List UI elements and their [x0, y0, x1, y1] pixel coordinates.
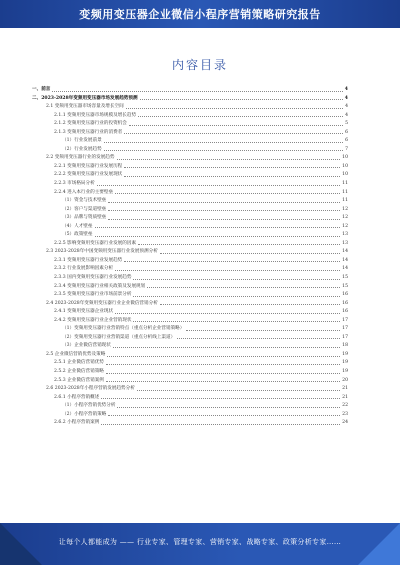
toc-entry[interactable] [32, 204, 348, 213]
toc-leader-dots [113, 347, 340, 348]
toc-entry[interactable] [32, 392, 348, 401]
toc-entry[interactable] [32, 332, 348, 341]
toc-entry-title: 2.1 变频用变压器市场容量及增长空间 [46, 104, 124, 110]
toc-entry-title: 2.4 2023-2028年变频用变压器行业企业微信营销分析 [46, 300, 158, 306]
footer-slogan: 让每个人都能成为 —— 行业专家、管理专家、营销专家、战略专家、政策分析专家…… [58, 538, 342, 546]
toc-leader-dots [117, 159, 341, 160]
toc-leader-dots [101, 424, 340, 425]
toc-entry[interactable] [32, 246, 348, 255]
toc-entry-title: （2）小程序营销策略 [62, 411, 107, 417]
toc-entry-page: 16 [342, 300, 348, 306]
toc-entry[interactable] [32, 315, 348, 324]
toc-leader-dots [52, 91, 342, 92]
toc-entry[interactable] [32, 349, 348, 358]
toc-entry-page: 14 [342, 257, 348, 263]
toc-leader-dots [177, 338, 340, 339]
toc-entry-page: 17 [342, 317, 348, 323]
toc-entry-title: 2.2.5 影响变频用变压器行业发展的因素 [54, 240, 137, 246]
toc-entry[interactable] [32, 144, 348, 153]
toc-entry-title: 2.2.1 变频用变压器行业发展历程 [54, 163, 123, 169]
toc-entry-title: （5）政策壁垒 [62, 232, 93, 238]
toc-leader-dots [107, 356, 340, 357]
toc-entry-title: 2.2 变频用变压器行业的发展趋势 [46, 155, 115, 161]
toc-entry-page: 16 [342, 309, 348, 315]
toc-entry[interactable] [32, 152, 348, 161]
toc-entry[interactable] [32, 127, 348, 136]
toc-leader-dots [108, 219, 340, 220]
toc-entry[interactable] [32, 110, 348, 119]
toc-entry-title: 2.3.5 变频用变压器行业市场前景分析 [54, 292, 132, 298]
header-bar [0, 0, 400, 28]
toc-entry[interactable] [32, 84, 348, 93]
toc-leader-dots [140, 99, 343, 100]
toc-entry-title: 2.2.3 市场格局分析 [54, 180, 95, 186]
toc-entry-page: 12 [342, 215, 348, 221]
toc-entry-page: 11 [342, 189, 348, 195]
toc-entry-page: 11 [342, 198, 348, 204]
toc-entry-title: 2.5 企业微信营销优势及策略 [46, 351, 106, 357]
toc-entry[interactable] [32, 375, 348, 384]
toc-entry-title: 2.1.1 变频用变压器市场规模及增长趋势 [54, 112, 137, 118]
toc-entry[interactable] [32, 169, 348, 178]
toc-entry[interactable] [32, 289, 348, 298]
toc-leader-dots [160, 253, 340, 254]
toc-leader-dots [138, 116, 343, 117]
toc-entry-title: （3）品牌与资质壁垒 [62, 215, 107, 221]
toc-entry-page: 17 [342, 334, 348, 340]
toc-leader-dots [104, 142, 343, 143]
toc-entry[interactable] [32, 212, 348, 221]
toc-leader-dots [124, 176, 340, 177]
toc-leader-dots [115, 270, 340, 271]
toc-leader-dots [101, 398, 340, 399]
toc-leader-dots [147, 287, 340, 288]
toc-entry-page: 15 [342, 274, 348, 280]
toc-leader-dots [133, 279, 340, 280]
toc-entry-title: 2.1.3 变频用变压器行业的消费者 [54, 129, 123, 135]
toc-entry[interactable] [32, 135, 348, 144]
toc-entry-title: 2.5.3 企业微信营销案例 [54, 377, 104, 383]
toc-leader-dots [117, 407, 340, 408]
toc-entry[interactable] [32, 323, 348, 332]
toc-leader-dots [97, 185, 340, 186]
toc-entry-page: 10 [342, 172, 348, 178]
toc-entry[interactable] [32, 358, 348, 367]
toc-entry-title: （1）行业发展前景 [62, 138, 102, 144]
toc-leader-dots [138, 244, 340, 245]
toc-entry[interactable] [32, 221, 348, 230]
toc-entry-page: 17 [342, 326, 348, 332]
toc-leader-dots [186, 330, 340, 331]
toc-entry[interactable] [32, 340, 348, 349]
toc-entry-title: （1）资金与技术壁垒 [62, 198, 107, 204]
toc-entry-title: （2）变频用变压器行业营销渠道（重点分析线上渠道） [62, 334, 176, 340]
toc-entry[interactable] [32, 298, 348, 307]
toc-entry-page: 18 [342, 343, 348, 349]
toc-entry[interactable] [32, 93, 348, 102]
toc-leader-dots [137, 390, 340, 391]
toc-entry-page: 4 [344, 86, 348, 92]
toc-entry-page: 21 [342, 386, 348, 392]
toc-entry-title: （3）企业微信营销现状 [62, 343, 111, 349]
toc-entry-title: 二、2023-2028年变频用变压器市场发展趋势预测 [32, 95, 138, 101]
toc-entry-page: 12 [342, 206, 348, 212]
toc-entry-page: 6 [345, 138, 348, 144]
toc-leader-dots [95, 227, 341, 228]
toc-entry-page: 13 [342, 232, 348, 238]
toc-entry-title: 2.6 2023-2028年小程序营销发展趋势分析 [46, 386, 135, 392]
toc-entry-page: 6 [345, 129, 348, 135]
toc-leader-dots [104, 150, 343, 151]
toc-leader-dots [106, 381, 340, 382]
toc-entry-page: 23 [342, 411, 348, 417]
toc-entry-title: （1）小程序营销优势分析 [62, 403, 116, 409]
toc-entry[interactable] [32, 409, 348, 418]
toc-leader-dots [95, 236, 341, 237]
toc-leader-dots [124, 261, 340, 262]
toc-entry-title: （4）人才壁垒 [62, 223, 93, 229]
toc-entry-page: 21 [342, 394, 348, 400]
toc-entry-title: 2.5.2 企业微信营销策略 [54, 369, 104, 374]
toc-entry-page: 15 [342, 283, 348, 289]
toc-entry-page: 22 [342, 403, 348, 409]
report-title: 变频用变压器企业微信小程序营销策略研究报告 [79, 8, 321, 21]
toc-entry-page: 14 [342, 249, 348, 255]
toc-entry[interactable] [32, 195, 348, 204]
toc-entry[interactable] [32, 281, 348, 290]
toc-entry-page: 12 [342, 223, 348, 229]
toc-entry-title: 2.4.1 变频用变压器企业现状 [54, 309, 114, 315]
toc-entry-title: （2）行业发展趋势 [62, 146, 102, 152]
toc-entry[interactable] [32, 366, 348, 375]
toc-entry[interactable] [32, 263, 348, 272]
toc-leader-dots [106, 373, 340, 374]
toc-entry-page: 4 [345, 104, 348, 110]
toc-leader-dots [126, 108, 343, 109]
toc-leader-dots [108, 202, 340, 203]
toc-entry-page: 4 [345, 112, 348, 118]
toc-entry[interactable] [32, 101, 348, 110]
toc-entry-title: 2.3.4 变频用变压器行业相关政策及发展规划 [54, 283, 146, 289]
toc-entry[interactable] [32, 400, 348, 409]
toc-entry[interactable] [32, 383, 348, 392]
toc-entry-title: 2.3.1 变频用变压器行业发展趋势 [54, 257, 123, 263]
toc-leader-dots [106, 364, 340, 365]
toc-entry[interactable] [32, 178, 348, 187]
toc-entry[interactable] [32, 238, 348, 247]
toc-entry[interactable] [32, 187, 348, 196]
toc-entry[interactable] [32, 272, 348, 281]
toc-entry-title: 2.5.1 企业微信营销优势 [54, 360, 104, 366]
toc-entry-title: （2）客户与渠道壁垒 [62, 206, 107, 212]
toc-entry-page: 19 [342, 351, 348, 357]
toc-entry-title: 2.3.3 国内变频用变压器行业发展趋势 [54, 274, 132, 280]
toc-entry-title: 2.1.2 变频用变压器行业的投资机会 [54, 121, 127, 127]
toc-entry-page: 14 [342, 266, 348, 272]
toc-entry-page: 20 [342, 377, 348, 383]
toc-leader-dots [108, 415, 340, 416]
toc-leader-dots [129, 125, 343, 126]
toc-entry-page: 10 [342, 155, 348, 161]
toc-leader-dots [124, 167, 340, 168]
toc-entry-page: 16 [342, 292, 348, 298]
toc-leader-dots [115, 193, 340, 194]
toc-entry[interactable] [32, 118, 348, 127]
toc-entry-title: （1）变频用变压器行业营销特点（重点分析企业营销策略） [62, 326, 185, 332]
toc-leader-dots [133, 296, 340, 297]
toc-leader-dots [115, 313, 340, 314]
toc-entry[interactable] [32, 255, 348, 264]
toc-entry-title: 2.6.1 小程序营销概述 [54, 394, 100, 400]
toc-entry-page: 19 [342, 369, 348, 374]
toc-entry-title: 2.6.2 小程序营销案例 [54, 420, 100, 426]
toc-entry-page: 4 [344, 95, 348, 101]
toc-entry-title: 2.2.2 变频用变压器行业发展现状 [54, 172, 123, 178]
toc-entry-title: 2.3.2 行业发展影响因素分析 [54, 266, 114, 272]
toc-entry-title: 2.3 2023-2028年中国变频用变压器行业发展预测分析 [46, 249, 158, 255]
page-title: 内容目录 [171, 58, 228, 72]
toc-entry-title: 一、前言 [32, 86, 51, 92]
toc-entry-title: 2.2.4 进入本行业的主要壁垒 [54, 189, 114, 195]
toc-entry-page: 11 [342, 180, 348, 186]
toc-entry[interactable] [32, 417, 348, 426]
toc-entry[interactable] [32, 306, 348, 315]
toc-leader-dots [133, 321, 340, 322]
toc-entry-page: 13 [342, 240, 348, 246]
toc-entry-page: 10 [342, 163, 348, 169]
toc-entry[interactable] [32, 229, 348, 238]
toc-entry-page: 5 [345, 121, 348, 127]
toc-entry-page: 7 [345, 146, 348, 152]
toc-entry-page: 24 [342, 420, 348, 426]
toc-entry[interactable] [32, 161, 348, 170]
toc-entry-title: 2.4.2 变频用变压器行业企业营销现状 [54, 317, 132, 323]
toc-leader-dots [108, 210, 340, 211]
table-of-contents [32, 84, 348, 426]
toc-entry-page: 19 [342, 360, 348, 366]
toc-leader-dots [160, 304, 340, 305]
toc-leader-dots [124, 133, 343, 134]
